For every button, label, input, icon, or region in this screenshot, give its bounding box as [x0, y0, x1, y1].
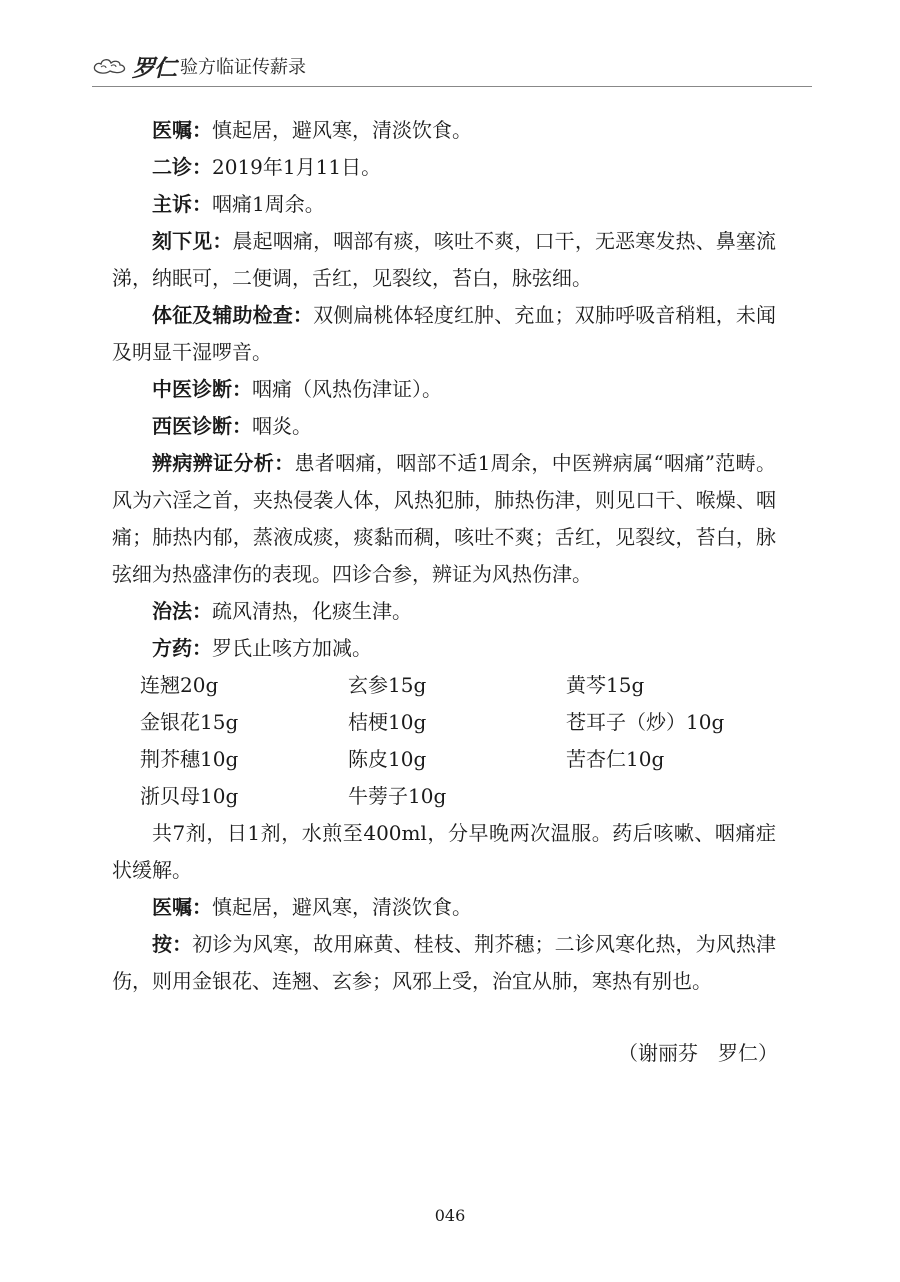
herb-item: 桔梗10g — [348, 710, 427, 734]
paragraph-label: 刻下见： — [152, 229, 233, 253]
paragraph-label: 主诉： — [152, 192, 212, 216]
herb-item: 牛蒡子10g — [348, 784, 447, 808]
paragraph-advice-closing — [112, 889, 776, 926]
paragraph-label: 西医诊断： — [152, 414, 252, 438]
paragraph-text: 双侧扁桃体轻度红肿、充血；双肺呼吸音稍粗，未闻及明显干湿啰音。 — [112, 303, 777, 364]
herb-item: 连翘20g — [140, 673, 219, 697]
running-header — [92, 50, 812, 82]
herb-item: 苦杏仁10g — [566, 747, 665, 771]
paragraph-tcm-diagnosis — [112, 371, 776, 408]
paragraph-label: 二诊： — [152, 155, 212, 179]
case-record-body — [112, 112, 776, 1000]
author-logo: 罗仁 — [132, 56, 176, 82]
paragraph-chief-complaint — [112, 186, 776, 223]
herb-item: 陈皮10g — [348, 747, 427, 771]
paragraph-label: 辨病辨证分析： — [152, 451, 295, 475]
paragraph-commentary — [112, 926, 776, 1000]
paragraph-text: 罗氏止咳方加减。 — [212, 636, 372, 660]
herb-item: 金银花15g — [140, 710, 239, 734]
paragraph-western-diagnosis — [112, 408, 776, 445]
paragraph-text: 晨起咽痛，咽部有痰，咳吐不爽，口干，无恶寒发热、鼻塞流涕，纳眠可，二便调，舌红，见裂纹，苔白，脉弦细。 — [112, 229, 777, 290]
paragraph-text: 咽痛1周余。 — [212, 192, 325, 216]
paragraph-label: 方药： — [152, 636, 212, 660]
paragraph-text: 慎起居，避风寒，清淡饮食。 — [212, 118, 472, 142]
paragraph-label: 按： — [152, 932, 193, 956]
herb-item: 玄参15g — [348, 673, 427, 697]
paragraph-advice — [112, 112, 776, 149]
paragraph-treatment — [112, 593, 776, 630]
prescription-grid — [112, 667, 776, 815]
paragraph-text: 疏风清热，化痰生津。 — [212, 599, 412, 623]
paragraph-second-visit — [112, 149, 776, 186]
paragraph-label: 中医诊断： — [152, 377, 252, 401]
author-signature: （谢丽芬 罗仁） — [618, 1041, 778, 1065]
paragraph-label: 体征及辅助检查： — [152, 303, 314, 327]
paragraph-text: 咽痛（风热伤津证）。 — [252, 377, 442, 401]
paragraph-text: 慎起居，避风寒，清淡饮食。 — [212, 895, 472, 919]
paragraph-signs-exam — [112, 297, 776, 371]
paragraph-label: 医嘱： — [152, 118, 212, 142]
paragraph-text: 初诊为风寒，故用麻黄、桂枝、荆芥穗；二诊风寒化热，为风热津伤，则用金银花、连翘、玄参；风邪上受，治宜从肺，寒热有别也。 — [112, 932, 777, 993]
paragraph-analysis — [112, 445, 776, 593]
paragraph-text: 患者咽痛，咽部不适1周余，中医辨病属“咽痛”范畴。风为六淫之首，夹热侵袭人体，风热犯肺，肺热伤津，则见口干、喉燥、咽痛；肺热内郁，蒸液成痰，痰黏而稠，咳吐不爽；舌红，见裂纹，苔白，脉弦细为热盛津伤的表现。四诊合参，辨证为风热伤津。 — [112, 451, 776, 586]
paragraph-text: 2019年1月11日。 — [212, 155, 382, 179]
book-title: 验方临证传薪录 — [180, 57, 306, 78]
paragraph-current-symptoms — [112, 223, 776, 297]
herb-item: 荆芥穗10g — [140, 747, 239, 771]
paragraph-label: 治法： — [152, 599, 212, 623]
header-divider — [92, 86, 812, 87]
paragraph-text: 咽炎。 — [252, 414, 312, 438]
herb-item: 黄芩15g — [566, 673, 645, 697]
cloud-ornament-icon — [92, 56, 126, 76]
herb-item: 苍耳子（炒）10g — [566, 710, 725, 734]
page-number: 046 — [434, 1206, 466, 1225]
paragraph-formula — [112, 630, 776, 667]
herb-item: 浙贝母10g — [140, 784, 239, 808]
paragraph-label: 医嘱： — [152, 895, 212, 919]
paragraph-usage: 共7剂，日1剂，水煎至400ml，分早晚两次温服。药后咳嗽、咽痛症状缓解。 — [112, 821, 776, 882]
